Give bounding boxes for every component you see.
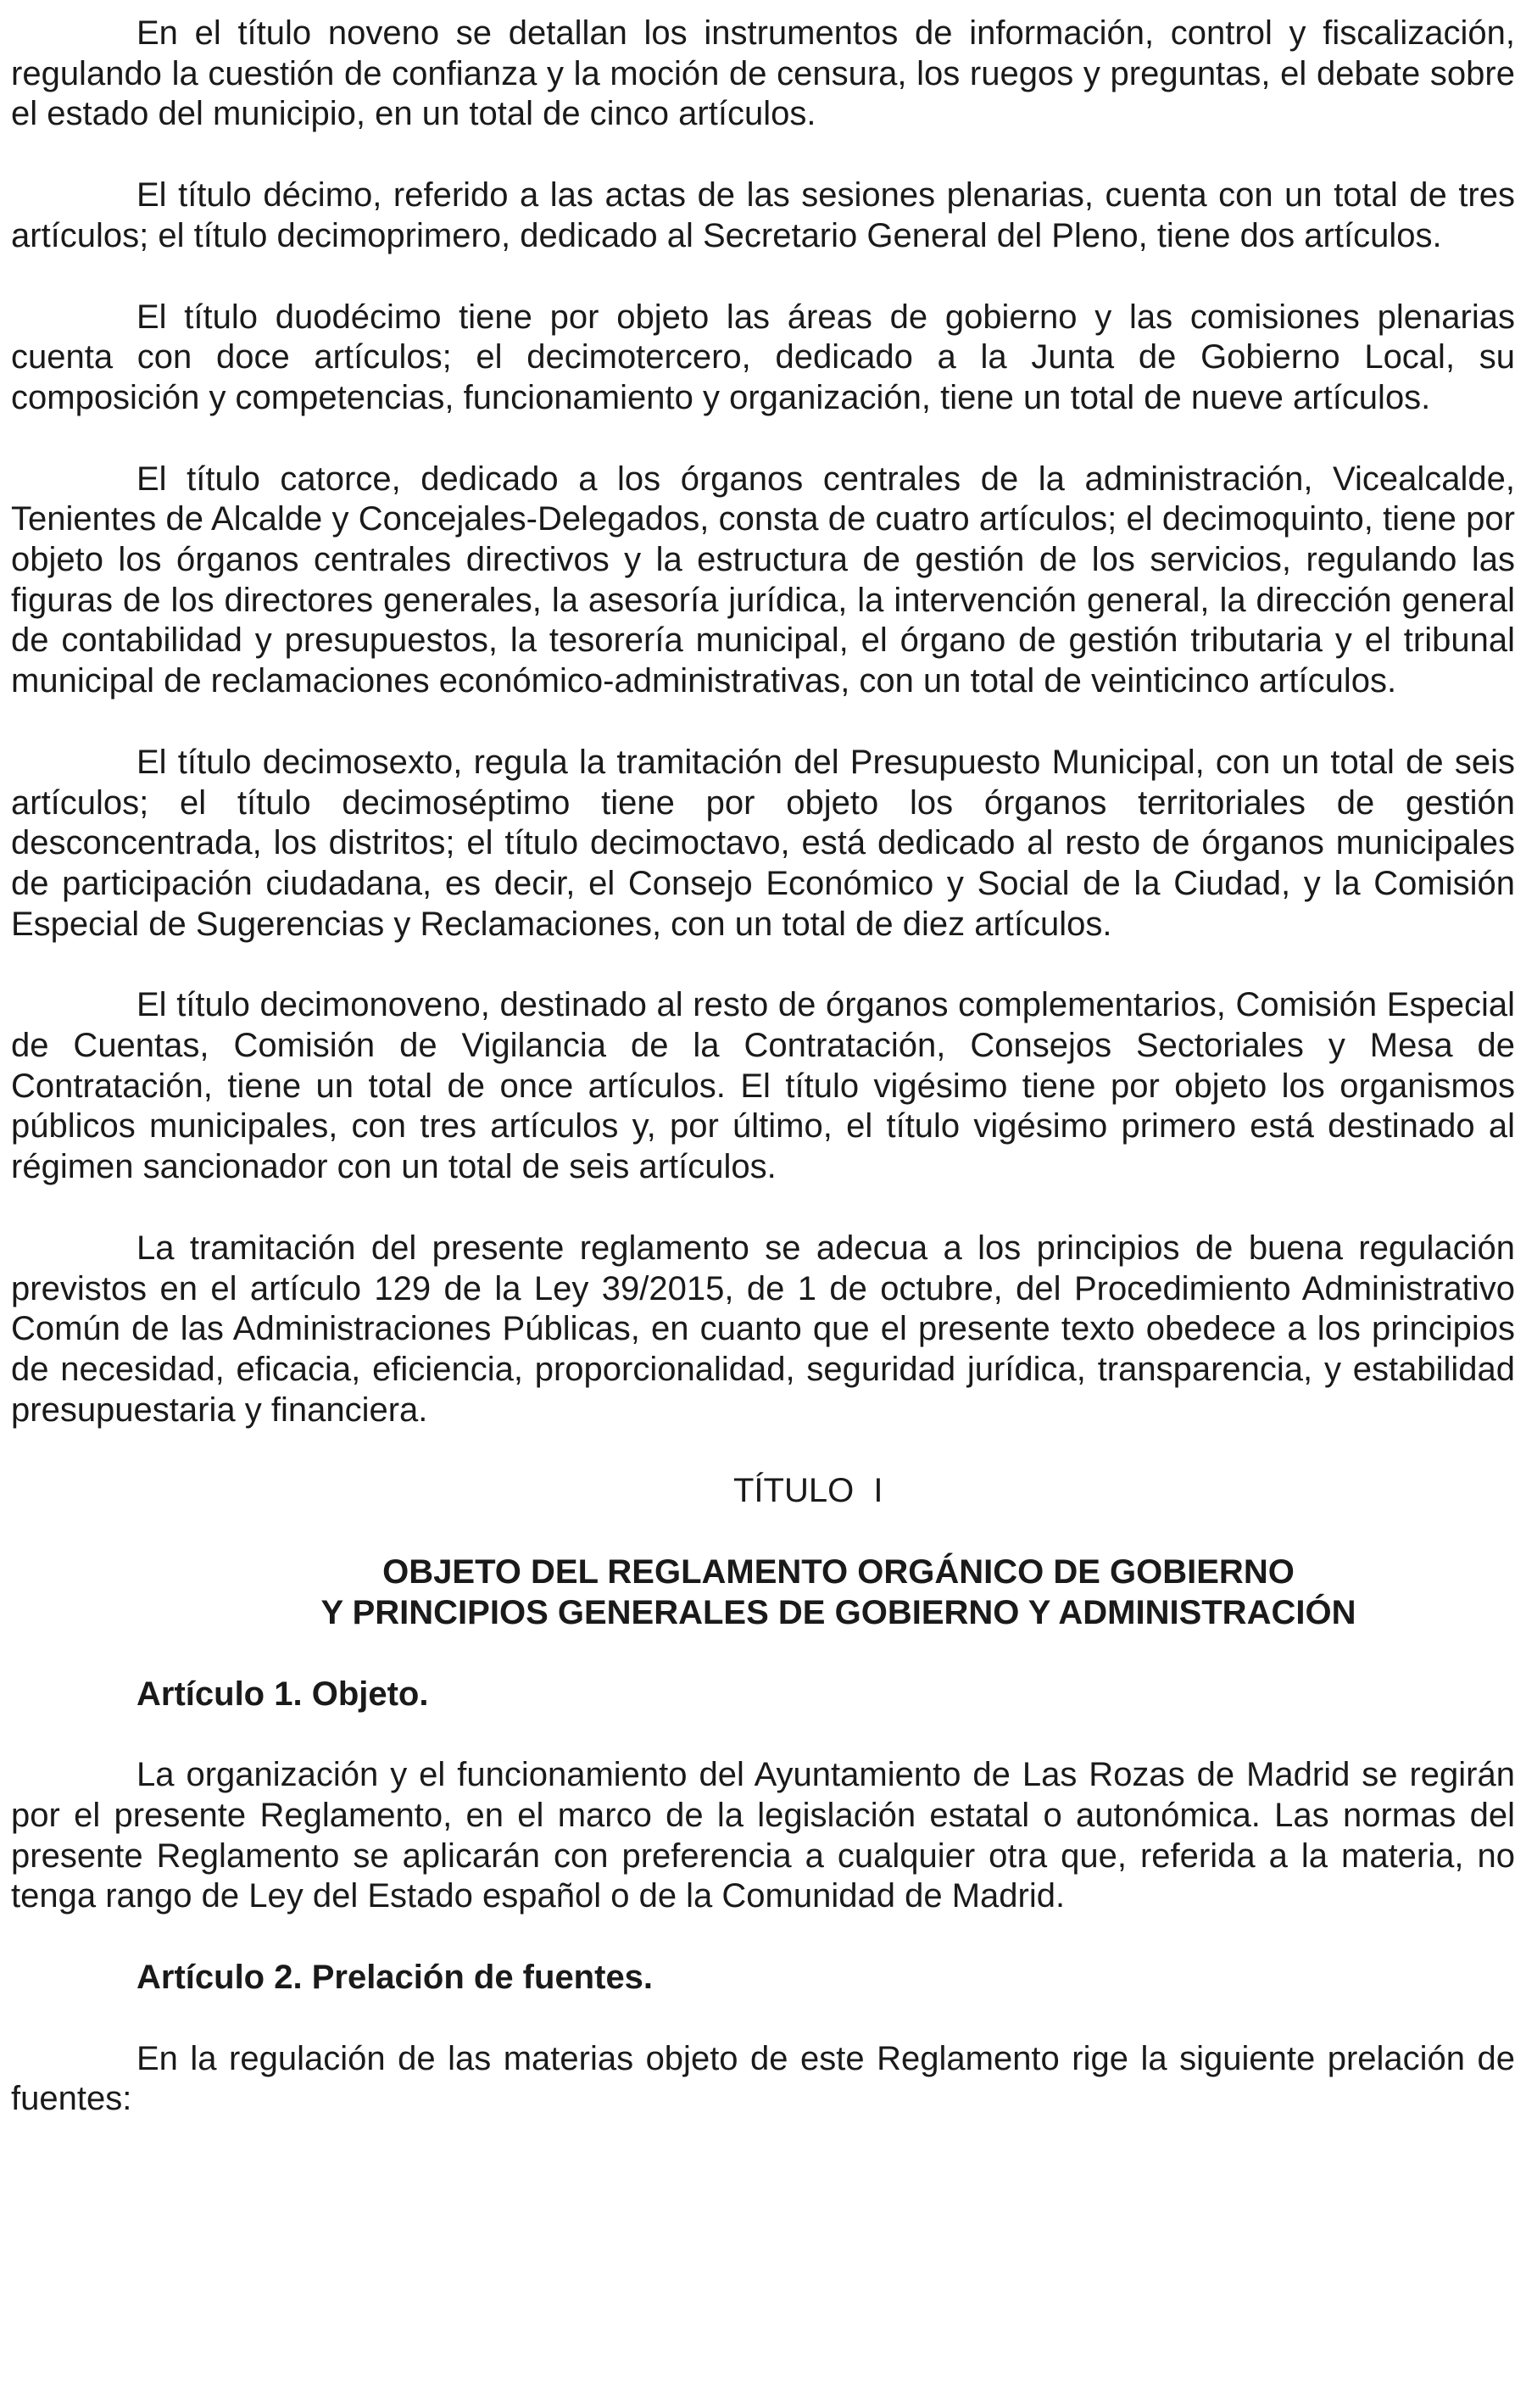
article-1-text: La organización y el funcionamiento del Ayuntamiento de Las Rozas de Madrid se regirán por el presente Reglamento, en el marco de la legislación estatal o autonómica. Las normas del presente Reglamento se aplicarán con preferencia a cualquier otra que, referida a la materia, no tenga rango de Ley del Estado español o de la Comunidad de Madrid. — [11, 1756, 1515, 1915]
paragraph-titulo-noveno: En el título noveno se detallan los instrumentos de información, control y fiscalización, regulando la cuestión de confianza y la moción de censura, los ruegos y preguntas, el debate sobre el estado del municipio, en un total de cinco artículos. — [11, 14, 1515, 133]
section-heading-line2: Y PRINCIPIOS GENERALES DE GOBIERNO Y ADMINISTRACIÓN — [320, 1593, 1356, 1631]
paragraph-titulo-decimosexto: El título decimosexto, regula la tramitación del Presupuesto Municipal, con un total de seis artículos; el título decimoséptimo tiene por objeto los órganos territoriales de gestión desconcentrada, los distritos; el título decimoctavo, está dedicado al resto de órganos municipales de participación ciudadana, es decir, el Consejo Económico y Social de la Ciudad, y la Comisión Especial de Sugerencias y Reclamaciones, con un total de diez artículos. — [11, 743, 1515, 943]
article-1-title: Artículo 1. Objeto. — [136, 1675, 429, 1713]
paragraph-titulo-catorce: El título catorce, dedicado a los órganos centrales de la administración, Vicealcalde, Tenientes de Alcalde y Concejales-Delegados, consta de cuatro artículos; el decimoquinto, tiene por objeto los órganos centrales directivos y la estructura de gestión de los servicios, regulando las figuras de los directores generales, la asesoría jurídica, la intervención general, la dirección general de contabilidad y presupuestos, la tesorería municipal, el órgano de gestión tributaria y el tribunal municipal de reclamaciones económico-administrativas, con un total de veinticinco artículos. — [11, 460, 1515, 700]
article-2-title: Artículo 2. Prelación de fuentes. — [136, 1959, 654, 1997]
paragraph-titulo-duodecimo: El título duodécimo tiene por objeto las áreas de gobierno y las comisiones plenarias cuenta con doce artículos; el decimotercero, dedicado a la Junta de Gobierno Local, su composición y competencias, funcionamiento y organización, tiene un total de nueve artículos. — [11, 298, 1515, 416]
paragraph-titulo-decimonoveno: El título decimonoveno, destinado al resto de órganos complementarios, Comisión Especial de Cuentas, Comisión de Vigilancia de la Contratación, Consejos Sectoriales y Mesa de Contratación, tiene un total de once artículos. El título vigésimo tiene por objeto los organismos públicos municipales, con tres artículos y, por último, el título vigésimo primero está destinado al régimen sancionador con un total de seis artículos. — [11, 986, 1515, 1186]
document-page — [11, 14, 1515, 2120]
titulo-heading: TÍTULO I — [733, 1472, 883, 1510]
paragraph-titulo-decimo: El título décimo, referido a las actas de las sesiones plenarias, cuenta con un total de tres artículos; el título decimoprimero, dedicado al Secretario General del Pleno, tiene dos artículos. — [11, 176, 1515, 254]
section-heading-line1: OBJETO DEL REGLAMENTO ORGÁNICO DE GOBIERNO — [382, 1553, 1295, 1591]
section-heading — [11, 1552, 1515, 1633]
paragraph-tramitacion: La tramitación del presente reglamento se adecua a los principios de buena regulación previstos en el artículo 129 de la Ley 39/2015, de 1 de octubre, del Procedimiento Administrativo Común de las Administraciones Públicas, en cuanto que el presente texto obedece a los principios de necesidad, eficacia, eficiencia, proporcionalidad, seguridad jurídica, transparencia, y estabilidad presupuestaria y financiera. — [11, 1229, 1515, 1429]
article-2-text: En la regulación de las materias objeto de este Reglamento rige la siguiente prelación de fuentes: — [11, 2039, 1515, 2118]
